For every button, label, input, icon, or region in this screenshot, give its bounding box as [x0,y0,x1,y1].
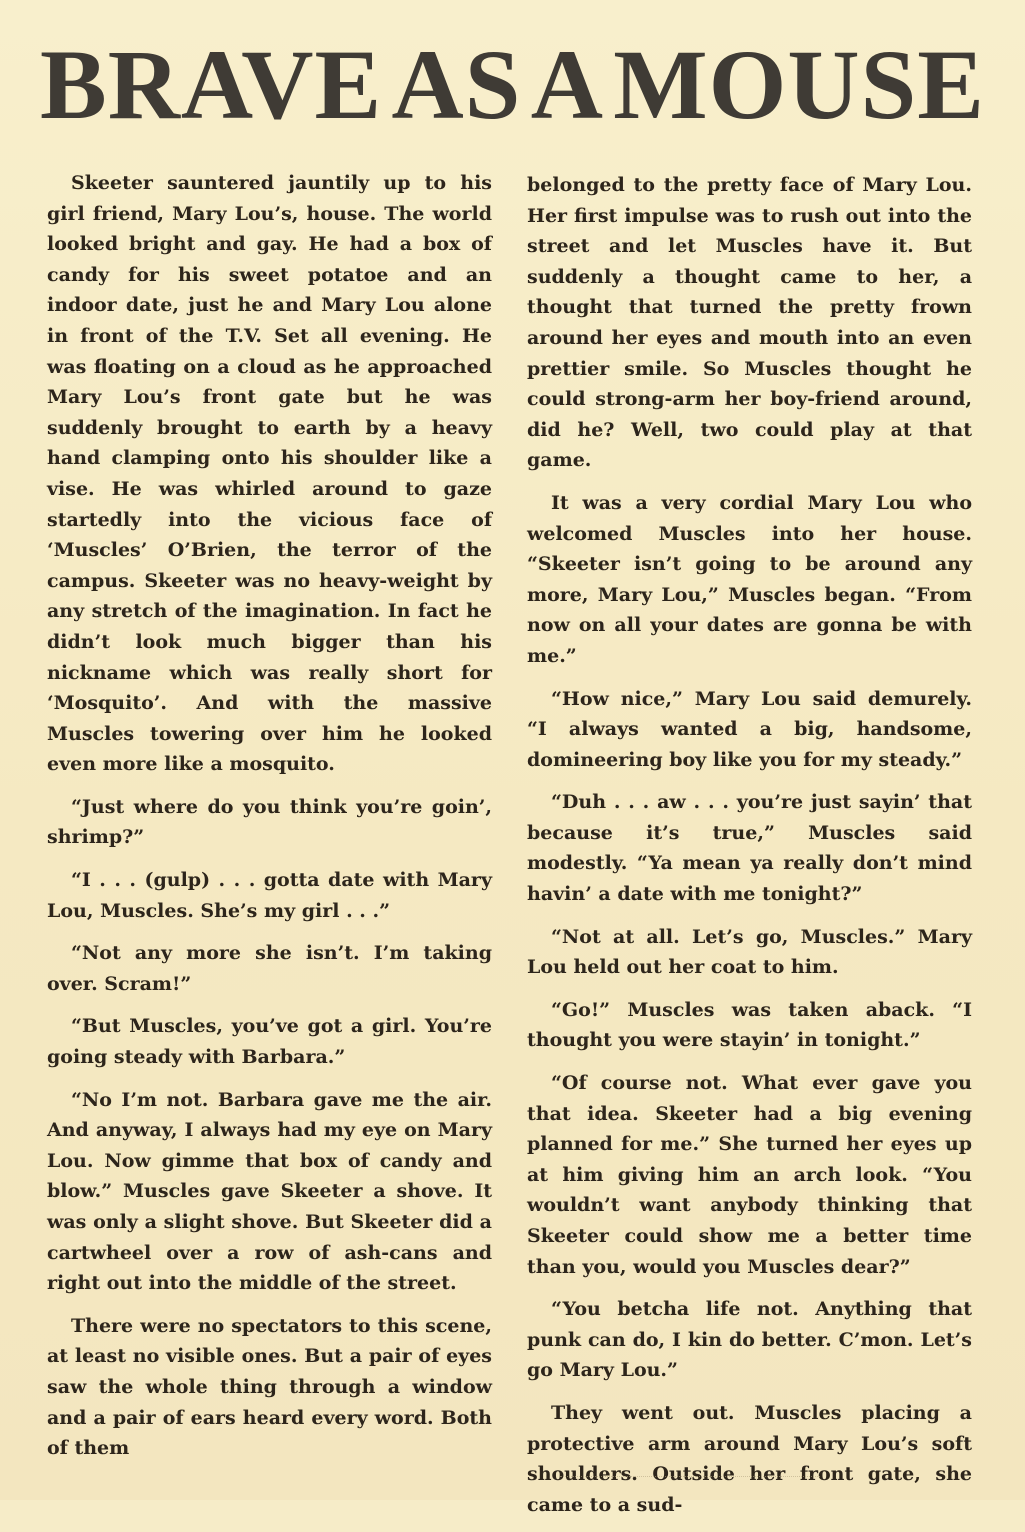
title-word: A [530,29,604,140]
paragraph: “Just where do you think you’re goin’, shrimp?” [47,795,492,849]
paragraph: It was a very cordial Mary Lou who welcomed Muscles into her house. “Skeeter isn’t going to be around any more, Mary Lou,” Muscles began. “From now on all your dates are gonna be with me.” [527,491,972,667]
story-title [40,30,985,140]
title-word: AS [391,29,522,140]
paragraph: “No I’m not. Barbara gave me the air. And anyway, I always had my eye on Mary Lou. Now gimme that box of candy and blow.” Muscles gave Skeeter a shove. It was only a slight shove. But Skeeter did a cartwheel over a row of ash-cans and right out into the middle of the street. [47,1088,492,1295]
title-word: BRAVE [40,29,383,140]
paragraph: “Of course not. What ever gave you that idea. Skeeter had a big evening planned for me.” She turned her eyes up at him giving him an arch look. “You wouldn’t want anybody thinking that Skeeter could show me a better time than you, would you Muscles dear?” [527,1072,972,1278]
paragraph: “You betcha life not. Anything that punk can do, I kin do better. C’mon. Let’s go Mary Lou.” [527,1298,972,1382]
paragraph: “But Muscles, you’ve got a girl. You’re going steady with Barbara.” [47,1015,492,1069]
title-word: MOUSE [613,29,985,140]
continued-paragraph: belonged to the pretty face of Mary Lou. Her first impulse was to rush out into the street and let Muscles have it. But suddenly a thought came to her, a thought that turned the pretty frown around her eyes and mouth into an even prettier smile. So Muscles thought he could strong-arm her boy-friend around, did he? Well, two could play at that game. [527,174,972,472]
paragraph: “Not at all. Let’s go, Muscles.” Mary Lou held out her coat to him. [527,925,972,979]
paragraph: “I . . . (gulp) . . . gotta date with Mary Lou, Muscles. She’s my girl . . .” [47,869,492,922]
print-smudge [560,1462,820,1477]
paragraph: There were no spectators to this scene, at least no visible ones. But a pair of eyes saw the whole thing through a window and a pair of ears heard every word. Both of them [47,1314,492,1460]
left-column [47,168,492,1476]
right-column [527,170,972,1532]
paragraph: “Not any more she isn’t. I’m taking over. Scram!” [47,942,492,995]
paragraph: Skeeter sauntered jauntily up to his girl friend, Mary Lou’s, house. The world looked bright and gay. He had a box of candy for his sweet potatoe and an indoor date, just he and Mary Lou alone in front of the T.V. Set all evening. He was floating on a cloud as he approached Mary Lou’s front gate but he was suddenly brought to earth by a heavy hand clamping onto his shoulder like a vise. He was whirled around to gaze startedly into the vicious face of ‘Muscles’ O’Brien, the terror of the campus. Skeeter was no heavy-weight by any stretch of the imagination. In fact he didn’t look much bigger than his nickname which was really short for ‘Mosquito’. And with the massive Muscles towering over him he looked even more like a mosquito. [47,172,492,776]
paragraph: They went out. Muscles placing a protective arm around Mary Lou’s soft shoulders. Outside her front gate, she came to a sud- [527,1401,972,1516]
paragraph: “How nice,” Mary Lou said demurely. “I always wanted a big, handsome, domineering boy like you for my steady.” [527,687,972,771]
paragraph: “Go!” Muscles was taken aback. “I thought you were stayin’ in tonight.” [527,998,972,1052]
paragraph: “Duh . . . aw . . . you’re just sayin’ that because it’s true,” Muscles said modestly. “Ya mean ya really don’t mind havin’ a date with me tonight?” [527,791,972,906]
